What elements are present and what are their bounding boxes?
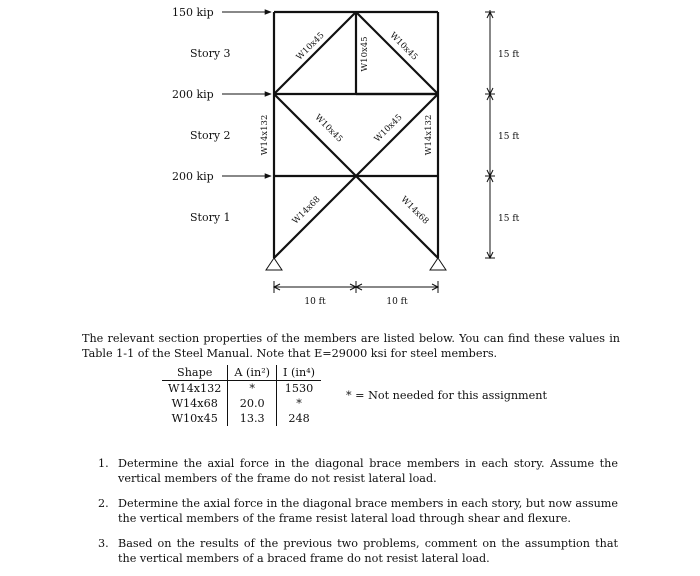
table-footnote: * = Not needed for this assignment bbox=[346, 389, 547, 402]
member-label-brace-2-right: W10x45 bbox=[372, 112, 405, 145]
list-item bbox=[98, 536, 618, 566]
section-properties-table bbox=[162, 365, 321, 426]
cell-shape: W10x45 bbox=[171, 412, 218, 425]
intro-paragraph: The relevant section properties of the members are listed below. You can find these values in Table 1-1 of the Steel Manual. Note that E=29000 ksi for steel members. bbox=[82, 332, 620, 361]
story-label-3: Story 3 bbox=[190, 47, 231, 60]
question-number: 2. bbox=[98, 497, 109, 510]
question-text: Determine the axial force in the diagonal brace members in each story. Assume the vertical members of the frame do not resist lateral load. bbox=[118, 457, 618, 485]
cell-area: 20.0 bbox=[228, 396, 277, 411]
member-label-brace-1-right: W14x68 bbox=[398, 194, 431, 227]
cell-inertia: 1530 bbox=[277, 381, 321, 397]
cell-inertia: * bbox=[277, 396, 321, 411]
height-label-story-3: 15 ft bbox=[498, 50, 520, 60]
cell-inertia: 248 bbox=[277, 411, 321, 426]
member-label-mid-post: W10x45 bbox=[360, 36, 370, 72]
member-label-brace-1-left: W14x68 bbox=[290, 194, 323, 227]
story-label-2: Story 2 bbox=[190, 129, 231, 142]
header-area: A (in²) bbox=[228, 365, 277, 381]
member-label-brace-3-left: W10x45 bbox=[294, 30, 327, 63]
table-row bbox=[162, 381, 321, 397]
member-label-brace-2-left: W10x45 bbox=[312, 112, 345, 145]
question-text: Determine the axial force in the diagonal brace members in each story, but now assume the vertical members of the frame resist lateral load through shear and flexure. bbox=[118, 497, 618, 525]
question-number: 1. bbox=[98, 457, 109, 470]
list-item bbox=[98, 496, 618, 526]
story-label-1: Story 1 bbox=[190, 211, 231, 224]
table-row bbox=[162, 411, 321, 426]
cell-area: 13.3 bbox=[228, 411, 277, 426]
brace-story-3-left bbox=[274, 12, 356, 94]
cell-shape: W14x68 bbox=[171, 397, 218, 410]
right-pin-support bbox=[430, 258, 446, 270]
member-label-brace-3-right: W10x45 bbox=[387, 30, 420, 63]
question-number: 3. bbox=[98, 537, 109, 550]
load-label-level-3: 200 kip bbox=[172, 88, 214, 101]
question-text: Based on the results of the previous two problems, comment on the assumption that the vertical members of a braced frame do not resist lateral load. bbox=[118, 537, 618, 565]
cell-area: * bbox=[228, 381, 277, 397]
member-label-right-column: W14x132 bbox=[424, 114, 434, 156]
cell-shape: W14x132 bbox=[168, 382, 222, 395]
question-list bbox=[98, 456, 618, 576]
header-shape: Shape bbox=[162, 365, 228, 381]
brace-story-2-left bbox=[274, 94, 356, 176]
list-item bbox=[98, 456, 618, 486]
brace-story-1-left bbox=[274, 176, 356, 258]
member-label-left-column: W14x132 bbox=[260, 114, 270, 156]
bay-label-left: 10 ft bbox=[304, 297, 326, 307]
left-pin-support bbox=[266, 258, 282, 270]
load-label-level-2: 200 kip bbox=[172, 170, 214, 183]
bay-label-right: 10 ft bbox=[386, 297, 408, 307]
width-dimension bbox=[274, 281, 438, 293]
height-dimension bbox=[485, 10, 495, 258]
header-inertia: I (in⁴) bbox=[277, 365, 321, 381]
height-label-story-1: 15 ft bbox=[498, 214, 520, 224]
height-label-story-2: 15 ft bbox=[498, 132, 520, 142]
load-label-roof: 150 kip bbox=[172, 6, 214, 19]
table-row bbox=[162, 396, 321, 411]
